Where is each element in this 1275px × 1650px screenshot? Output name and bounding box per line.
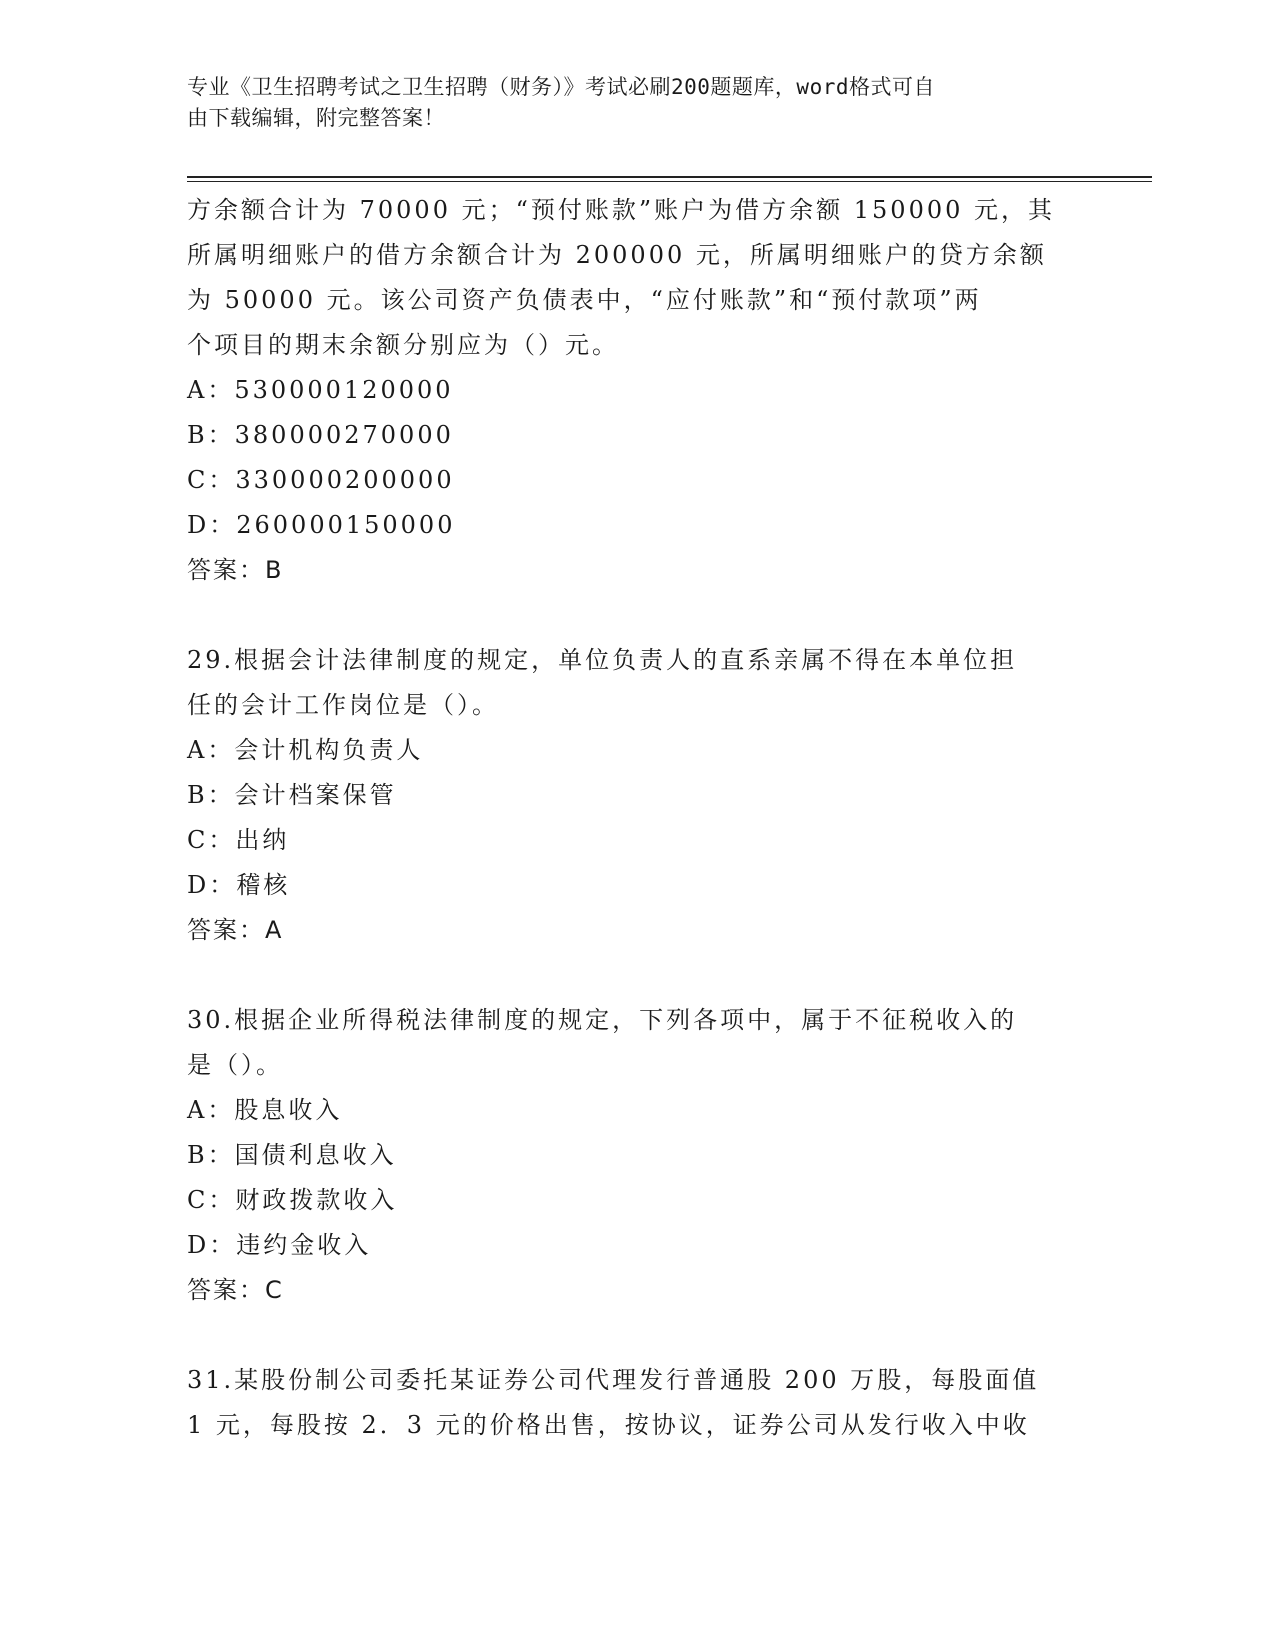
question-text-line: 任的会计工作岗位是（）。	[187, 691, 499, 719]
option-a: A：530000120000	[187, 376, 454, 404]
question-text-line: 方余额合计为 70000 元；“预付账款”账户为借方余额 150000 元，其	[187, 196, 1056, 224]
option-b: B：会计档案保管	[187, 781, 397, 809]
option-a: A：会计机构负责人	[187, 736, 424, 764]
question-text-line: 个项目的期末余额分别应为（）元。	[187, 331, 619, 359]
question-text-line: 所属明细账户的借方余额合计为 200000 元，所属明细账户的贷方余额	[187, 241, 1047, 269]
question-block-29	[187, 638, 1087, 953]
question-content	[187, 188, 1087, 1448]
question-text-line: 31.某股份制公司委托某证券公司代理发行普通股 200 万股，每股面值	[187, 1366, 1040, 1394]
header-divider	[187, 176, 1152, 182]
option-d: D：违约金收入	[187, 1231, 372, 1259]
question-text-line: 是（）。	[187, 1051, 283, 1079]
option-d: D：260000150000	[187, 511, 456, 539]
question-block-30	[187, 998, 1087, 1313]
question-block-28	[187, 188, 1087, 593]
question-text-line: 为 50000 元。该公司资产负债表中，“应付账款”和“预付款项”两	[187, 286, 982, 314]
question-text-line: 30.根据企业所得税法律制度的规定，下列各项中，属于不征税收入的	[187, 1006, 1018, 1034]
option-c: C：财政拨款收入	[187, 1186, 398, 1214]
question-text-line: 1 元，每股按 2．3 元的价格出售，按协议，证券公司从发行收入中收	[187, 1411, 1030, 1439]
answer-line: 答案：A	[187, 916, 284, 944]
option-d: D：稽核	[187, 871, 291, 899]
header-line-1: 专业《卫生招聘考试之卫生招聘（财务）》考试必刷200题题库，word格式可自	[187, 75, 935, 99]
document-header	[187, 72, 1067, 134]
option-b: B：国债利息收入	[187, 1141, 397, 1169]
question-block-31	[187, 1358, 1087, 1448]
question-text-line: 29.根据会计法律制度的规定，单位负责人的直系亲属不得在本单位担	[187, 646, 1018, 674]
option-a: A：股息收入	[187, 1096, 343, 1124]
option-c: C：330000200000	[187, 466, 455, 494]
option-b: B：380000270000	[187, 421, 454, 449]
answer-line: 答案：C	[187, 1276, 284, 1304]
answer-line: 答案：B	[187, 556, 284, 584]
option-c: C：出纳	[187, 826, 290, 854]
header-line-2: 由下载编辑，附完整答案！	[187, 106, 445, 130]
